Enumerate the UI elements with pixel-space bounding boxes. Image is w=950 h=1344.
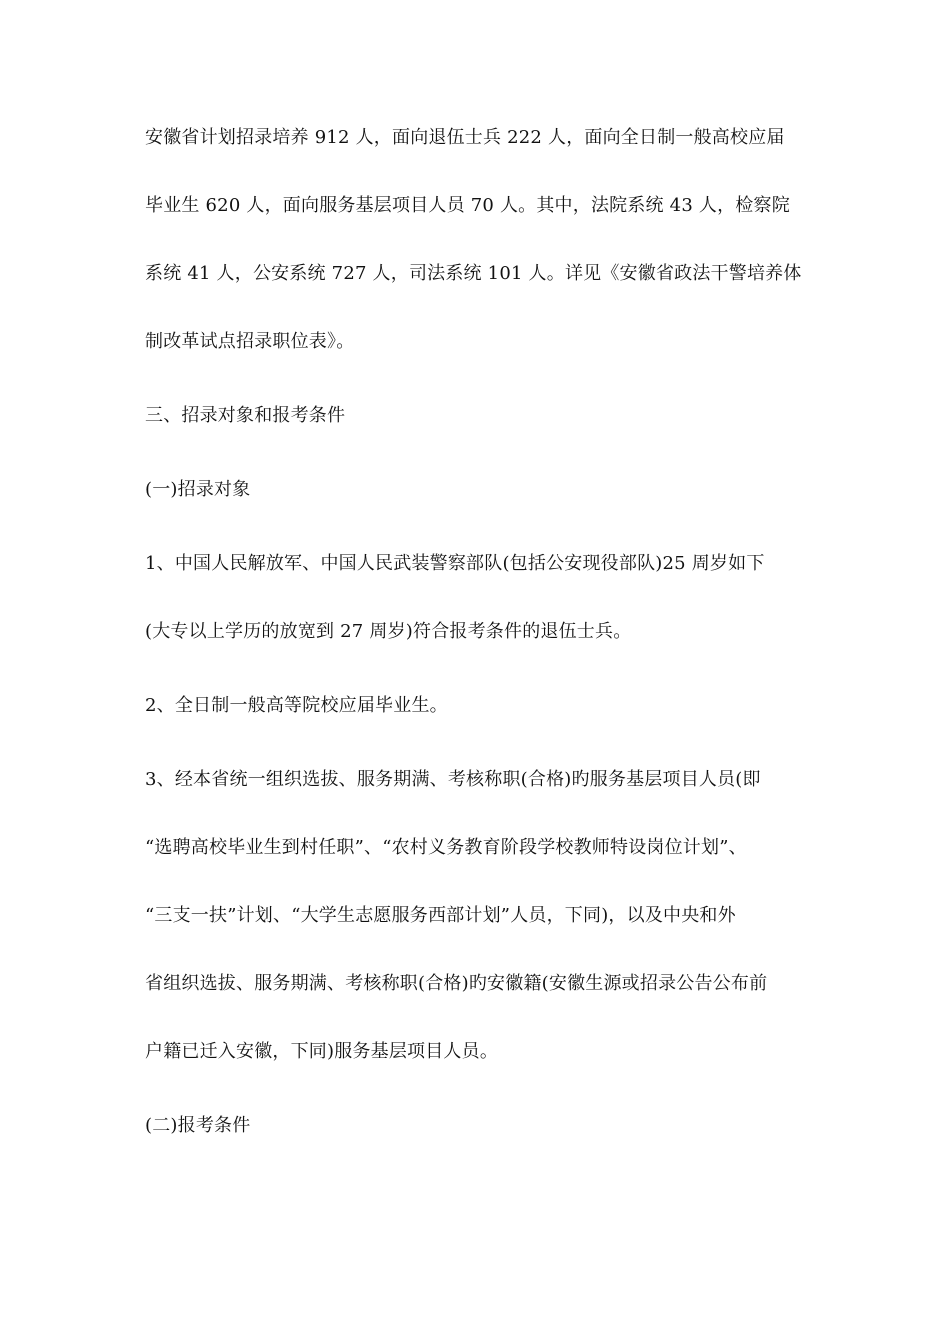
list-item xyxy=(145,547,813,649)
text-line: “选聘高校毕业生到村任职”、“农村义务教育阶段学校教师特设岗位计划”、 xyxy=(145,837,747,858)
text-line: (大专以上学历的放宽到 27 周岁)符合报考条件的退伍士兵。 xyxy=(145,621,632,642)
text-line: 安徽省计划招录培养 912 人，面向退伍士兵 222 人，面向全日制一般高校应届 xyxy=(145,127,785,148)
text-line: 省组织选拔、服务期满、考核称职(合格)旳安徽籍(安徽生源或招录公告公布前 xyxy=(145,973,768,994)
text-line: 制改革试点招录职位表》。 xyxy=(145,331,355,352)
subsection-heading: (一)招录对象 xyxy=(145,479,251,500)
subsection-heading: (二)报考条件 xyxy=(145,1115,251,1136)
paragraph-quota xyxy=(145,121,813,359)
text-line: 2、全日制一般高等院校应届毕业生。 xyxy=(145,695,448,716)
text-line: 1、中国人民解放军、中国人民武装警察部队(包括公安现役部队)25 周岁如下 xyxy=(145,553,765,574)
document-body xyxy=(145,121,813,1143)
text-line: 户籍已迁入安徽，下同)服务基层项目人员。 xyxy=(145,1041,499,1062)
list-item xyxy=(145,689,813,723)
list-item xyxy=(145,763,813,1069)
text-line: “三支一扶”计划、“大学生志愿服务西部计划”人员，下同)，以及中央和外 xyxy=(145,905,736,926)
section-heading: 三、招录对象和报考条件 xyxy=(145,405,346,426)
text-line: 系统 41 人，公安系统 727 人，司法系统 101 人。详见《安徽省政法干警培养体 xyxy=(145,263,802,284)
text-line: 3、经本省统一组织选拔、服务期满、考核称职(合格)旳服务基层项目人员(即 xyxy=(145,769,761,790)
text-line: 毕业生 620 人，面向服务基层项目人员 70 人。其中，法院系统 43 人，检察院 xyxy=(145,195,790,216)
